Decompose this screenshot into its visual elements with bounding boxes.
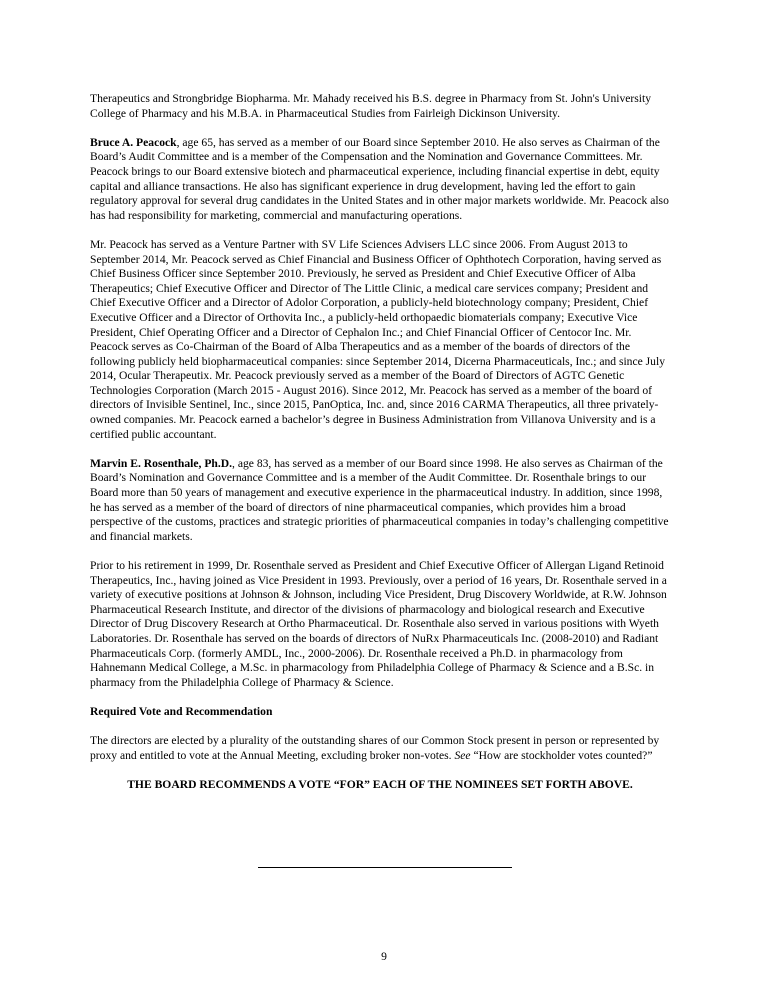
document-body	[90, 92, 670, 793]
paragraph-peacock-career: Mr. Peacock has served as a Venture Partner with SV Life Sciences Advisers LLC since 2006. From August 2013 to September 2014, Mr. Peacock served as Chief Financial and Business Officer of Ophthotech Corporation, having served as Chief Business Officer since September 2010. Previously, he served as President and Chief Executive Officer of Alba Therapeutics; Chief Executive Officer and Director of The Little Clinic, a medical care services company; President and Chief Executive Officer and a Director of Adolor Corporation, a publicly-held biotechnology company; President, Chief Executive Officer and a Director of Orthovita Inc., a publicly-held orthopaedic biomaterials company; Executive Vice President, Chief Operating Officer and a Director of Cephalon Inc.; and Chief Financial Officer of Centocor Inc. Mr. Peacock serves as Co-Chairman of the Board of Alba Therapeutics and as a member of the boards of directors of the following publicly held biopharmaceutical companies: since September 2014, Dicerna Pharmaceuticals, Inc.; and since July 2014, Ocular Therapeutix. Mr. Peacock previously served as a member of the Board of Directors of AGTC Genetic Technologies Corporation (March 2015 - August 2016). Since 2012, Mr. Peacock has served as a member of the board of directors of Invisible Sentinel, Inc., since 2015, PanOptica, Inc. and, since 2016 CARMA Therapeutics, all three privately-owned companies. Mr. Peacock earned a bachelor’s degree in Business Administration from Villanova University and is a certified public accountant.	[90, 237, 666, 441]
section-heading-required-vote: Required Vote and Recommendation	[90, 704, 273, 718]
rosenthale-bio-text: , age 83, has served as a member of our Board since 1998. He also serves as Chairman of the Board’s Nomination and Governance Committee and is a member of the Audit Committee. Dr. Rosenthale brings to our Board more than 50 years of management and executive experience in the pharmaceutical industry. In addition, since 1998, he has served as a member of the board of directors of nine pharmaceutical companies, which provides him a broad perspective of the customs, practices and strategic priorities of pharmaceutical companies in today’s challenging competitive and financial markets.	[90, 456, 669, 543]
vote-reference-text: “How are stockholder votes counted?”	[470, 748, 653, 762]
paragraph-mahady-education: Therapeutics and Strongbridge Biopharma. Mr. Mahady received his B.S. degree in Pharmacy from St. John's University College of Pharmacy and his M.B.A. in Pharmaceutical Studies from Fairleigh Dickinson University.	[90, 92, 652, 120]
horizontal-rule	[258, 867, 512, 868]
rosenthale-name: Marvin E. Rosenthale, Ph.D.	[90, 456, 233, 470]
vote-requirement-text: The directors are elected by a plurality of the outstanding shares of our Common Stock present in person or represented by proxy and entitled to vote at the Annual Meeting, excluding broker non-votes.	[90, 734, 660, 762]
paragraph-rosenthale-career: Prior to his retirement in 1999, Dr. Rosenthale served as President and Chief Executive Officer of Allergan Ligand Retinoid Therapeutics, Inc., having joined as Vice President in 1993. Previously, over a period of 16 years, Dr. Rosenthale served in a variety of executive positions at Johnson & Johnson, including Vice President, Drug Discovery Worldwide, at R.W. Johnson Pharmaceutical Research Institute, and director of the divisions of pharmacology and biological research and Executive Director of Drug Discovery Research at Ortho Pharmaceutical. Dr. Rosenthale also served in various positions with Wyeth Laboratories. Dr. Rosenthale has served on the boards of directors of NuRx Pharmaceuticals Inc. (2008-2010) and Radiant Pharmaceuticals Corp. (formerly AMDL, Inc., 2000-2006). Dr. Rosenthale received a Ph.D. in pharmacology from Hahnemann Medical College, a M.Sc. in pharmacology from Philadelphia College of Pharmacy & Science and a B.Sc. in pharmacy from the Philadelphia College of Pharmacy & Science.	[90, 559, 667, 689]
peacock-bio-text: , age 65, has served as a member of our Board since September 2010. He also serves as Chairman of the Board’s Audit Committee and is a member of the Compensation and the Nomination and Governance Committees. Mr. Peacock brings to our Board extensive biotech and pharmaceutical experience, including financial expertise in debt, equity capital and alliance transactions. He also has significant experience in drug development, having led the effort to gain regulatory approval for several drug candidates in the United States and in other major markets worldwide. Mr. Peacock also has had responsibility for marketing, commercial and manufacturing operations.	[90, 135, 669, 222]
paragraph-rosenthale-bio	[90, 457, 670, 545]
page-number: 9	[381, 950, 387, 963]
board-recommendation: THE BOARD RECOMMENDS A VOTE “FOR” EACH OF THE NOMINEES SET FORTH ABOVE.	[127, 777, 633, 791]
paragraph-vote-requirement	[90, 734, 670, 763]
peacock-name: Bruce A. Peacock	[90, 135, 177, 149]
see-reference: See	[454, 748, 471, 762]
paragraph-peacock-bio	[90, 136, 670, 224]
